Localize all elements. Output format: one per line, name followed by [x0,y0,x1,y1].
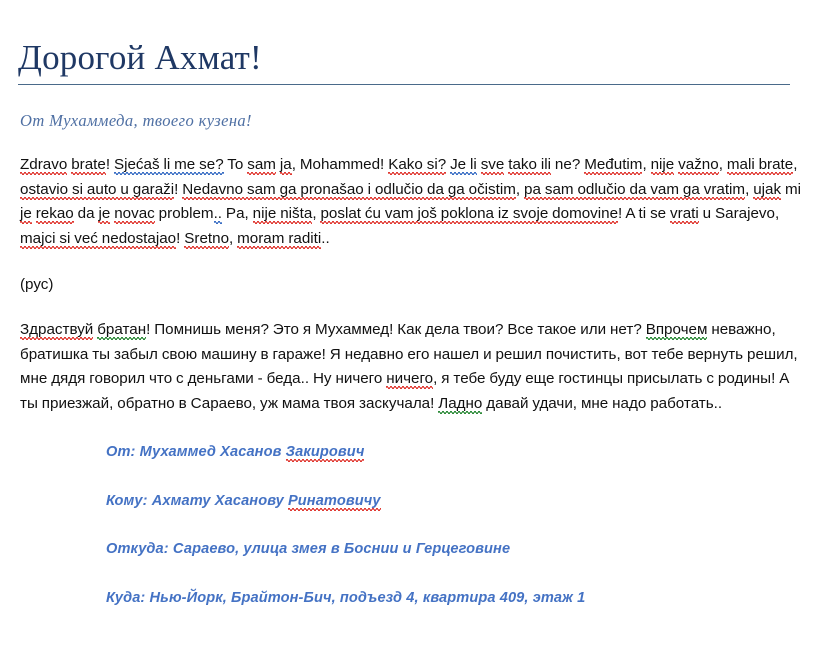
spelling-error-underline[interactable]: ja [279,156,292,174]
contextual-error-underline[interactable]: .. [213,205,223,223]
language-marker: (рус) [20,275,54,293]
contextual-error-underline[interactable]: Je li [450,156,477,174]
spelling-error-underline[interactable]: ujak [753,180,782,198]
spelling-error-underline[interactable]: Здраствуй [20,321,94,339]
spelling-error-underline[interactable]: moram raditi [237,229,322,247]
address-line-destination: Куда: Нью-Йорк, Брайтон-Бич, подъезд 4, квартира 409, этаж 1 [106,590,586,607]
spelling-error-underline[interactable]: vrati [670,205,699,223]
spelling-error-underline[interactable]: nije [650,156,675,174]
spelling-error-underline[interactable]: sam [247,156,276,174]
address-block [18,417,803,609]
spelling-error-underline[interactable]: Nedavno sam ga pronašao i odlučio da ga očistim [182,180,516,198]
spelling-error-underline[interactable]: Kako si? [388,156,447,174]
spelling-error-underline[interactable]: mali brate [726,156,794,174]
spelling-error-underline[interactable]: novac [114,205,155,223]
bosnian-paragraph: Zdravo brate! Sjećaš li me se? To sam ja, Mohammed! Kako si? Je li sve tako ili ne? Međutim, nije važno, mali brate, ostavio si auto u garaži! Nedavno sam ga pronašao i odlučio da ga očistim, pa sam odlučio da vam ga vratim, ujak mi je rekao da je novac problem.. Pa, nije ništa, poslat ću vam još poklona iz svoje domovine! A ti se vrati u Sarajevo, majci si već nedostajao! Sretno, moram raditi.. [20,156,802,247]
spelling-error-underline[interactable]: tako ili [508,156,552,174]
address-line-from: От: Мухаммед Хасанов Закирович [106,443,365,460]
spelling-error-underline[interactable]: Закирович [285,443,365,460]
address-line-to: Кому: Ахмату Хасанову Ринатовичу [106,492,381,509]
spelling-error-underline[interactable]: nije ništa [252,205,313,223]
grammar-error-underline[interactable]: Ладно [438,394,483,412]
spelling-error-underline[interactable]: brate [71,156,106,174]
spelling-error-underline[interactable]: Sretno [184,229,230,247]
spelling-error-underline[interactable]: rekao [35,205,74,223]
address-line-origin: Откуда: Сараево, улица змея в Боснии и Герцеговине [106,541,511,558]
spelling-error-underline[interactable]: pa sam odlučio da vam ga vratim [524,180,746,198]
grammar-error-underline[interactable]: Впрочем [645,321,708,339]
spelling-error-underline[interactable]: poslat ću vam još poklona iz svoje domovine [320,205,619,223]
spelling-error-underline[interactable]: ostavio si auto u garaži [20,180,175,198]
spelling-error-underline[interactable]: je [98,205,111,223]
spelling-error-underline[interactable]: ничего [386,370,434,388]
russian-paragraph: Здраствуй братан! Помнишь меня? Это я Мухаммед! Как дела твои? Все такое или нет? Впрочем неважно, братишка ты забыл свою машину в гараже! Я недавно его нашел и решил почистить, вот тебе вернуть решил, мне дядя говорил что с деньгами - беда.. Ну ничего ничего, я тебе буду еще гостинцы присылать с родины! А ты приезжай, обратно в Сараево, уж мама твоя заскучала! Ладно давай удачи, мне надо работать.. [20,321,798,412]
spelling-error-underline[interactable]: sve [480,156,505,174]
document-subtitle: От Мухаммеда, твоего кузена! [20,111,252,131]
spelling-error-underline[interactable]: je [20,205,32,223]
grammar-error-underline[interactable]: братан [97,321,147,339]
spelling-error-underline[interactable]: važno [678,156,719,174]
spelling-error-underline[interactable]: Ринатовичу [287,492,381,509]
contextual-error-underline[interactable]: Sjećaš li me se? [113,156,224,174]
spelling-error-underline[interactable]: Međutim [584,156,643,174]
page-title: Дорогой Ахмат! [18,38,262,77]
spelling-error-underline[interactable]: majci si već nedostajao [20,229,177,247]
spelling-error-underline[interactable]: Zdravo [20,156,68,174]
